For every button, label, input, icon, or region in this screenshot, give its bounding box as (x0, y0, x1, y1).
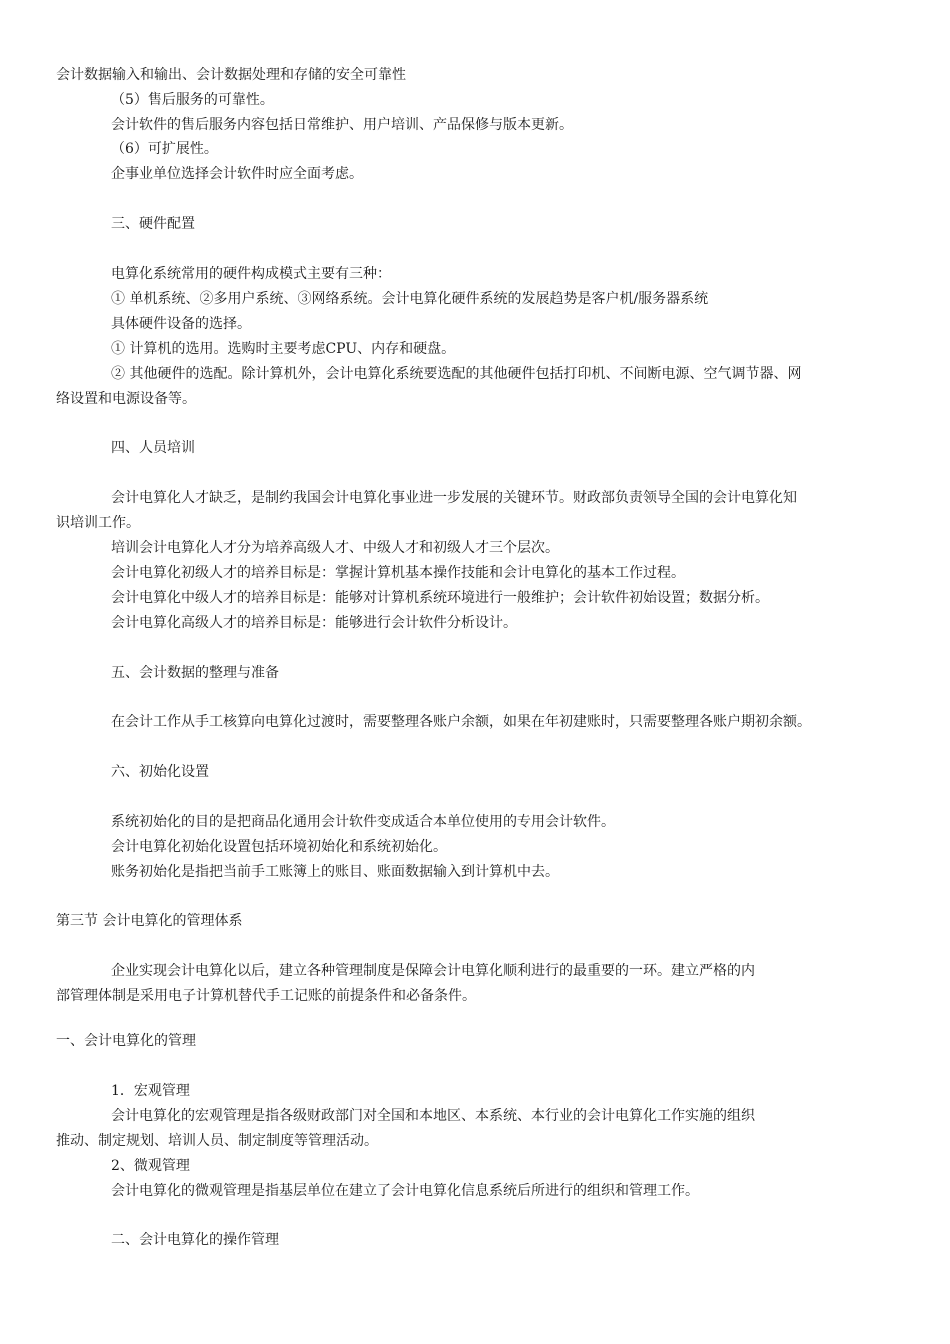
paragraph-line: 会计电算化的宏观管理是指各级财政部门对全国和本地区、本系统、本行业的会计电算化工作实施的组织 (111, 1108, 755, 1124)
paragraph-line: 企事业单位选择会计软件时应全面考虑。 (111, 166, 363, 182)
paragraph-line: 会计电算化初始化设置包括环境初始化和系统初始化。 (111, 839, 447, 855)
list-item-heading: （6）可扩展性。 (111, 141, 218, 157)
paragraph-line: 会计电算化初级人才的培养目标是：掌握计算机基本操作技能和会计电算化的基本工作过程。 (111, 565, 685, 581)
paragraph-line: ① 计算机的选用。选购时主要考虑CPU、内存和硬盘。 (111, 341, 456, 357)
paragraph-line: 企业实现会计电算化以后，建立各种管理制度是保障会计电算化顺利进行的最重要的一环。建立严格的内 (111, 963, 755, 979)
subsection-heading: 2、微观管理 (111, 1158, 190, 1174)
section-heading: 六、初始化设置 (111, 764, 209, 780)
paragraph-line: ① 单机系统、②多用户系统、③网络系统。会计电算化硬件系统的发展趋势是客户机/服务器系统 (111, 291, 709, 307)
paragraph-line: 培训会计电算化人才分为培养高级人才、中级人才和初级人才三个层次。 (111, 540, 559, 556)
paragraph-line: 会计电算化的微观管理是指基层单位在建立了会计电算化信息系统后所进行的组织和管理工作。 (111, 1183, 699, 1199)
section-heading: 一、会计电算化的管理 (56, 1033, 196, 1049)
paragraph-line: 会计数据输入和输出、会计数据处理和存储的安全可靠性 (56, 67, 406, 83)
paragraph-line: 具体硬件设备的选择。 (111, 316, 251, 332)
section-heading: 四、人员培训 (111, 440, 195, 456)
paragraph-line: ② 其他硬件的选配。除计算机外，会计电算化系统要选配的其他硬件包括打印机、不间断电源、空气调节器、网 (111, 366, 802, 382)
paragraph-line: 络设置和电源设备等。 (56, 391, 196, 407)
paragraph-line: 会计电算化人才缺乏，是制约我国会计电算化事业进一步发展的关键环节。财政部负责领导全国的会计电算化知 (111, 490, 797, 506)
paragraph-line: 会计电算化高级人才的培养目标是：能够进行会计软件分析设计。 (111, 615, 517, 631)
section-heading: 三、硬件配置 (111, 216, 195, 232)
paragraph-line: 在会计工作从手工核算向电算化过渡时，需要整理各账户余额，如果在年初建账时，只需要整理各账户期初余额。 (111, 714, 811, 730)
paragraph-line: 推动、制定规划、培训人员、制定制度等管理活动。 (56, 1133, 378, 1149)
paragraph-line: 识培训工作。 (56, 515, 140, 531)
chapter-section-heading: 第三节 会计电算化的管理体系 (56, 913, 243, 929)
paragraph-line: 系统初始化的目的是把商品化通用会计软件变成适合本单位使用的专用会计软件。 (111, 814, 615, 830)
paragraph-line: 部管理体制是采用电子计算机替代手工记账的前提条件和必备条件。 (56, 988, 476, 1004)
paragraph-line: 会计软件的售后服务内容包括日常维护、用户培训、产品保修与版本更新。 (111, 117, 573, 133)
subsection-heading: 1．宏观管理 (111, 1083, 190, 1099)
section-heading: 二、会计电算化的操作管理 (111, 1232, 279, 1248)
paragraph-line: 电算化系统常用的硬件构成模式主要有三种： (111, 266, 391, 282)
paragraph-line: 账务初始化是指把当前手工账簿上的账目、账面数据输入到计算机中去。 (111, 864, 559, 880)
section-heading: 五、会计数据的整理与准备 (111, 665, 279, 681)
list-item-heading: （5）售后服务的可靠性。 (111, 92, 274, 108)
paragraph-line: 会计电算化中级人才的培养目标是：能够对计算机系统环境进行一般维护；会计软件初始设置；数据分析。 (111, 590, 769, 606)
